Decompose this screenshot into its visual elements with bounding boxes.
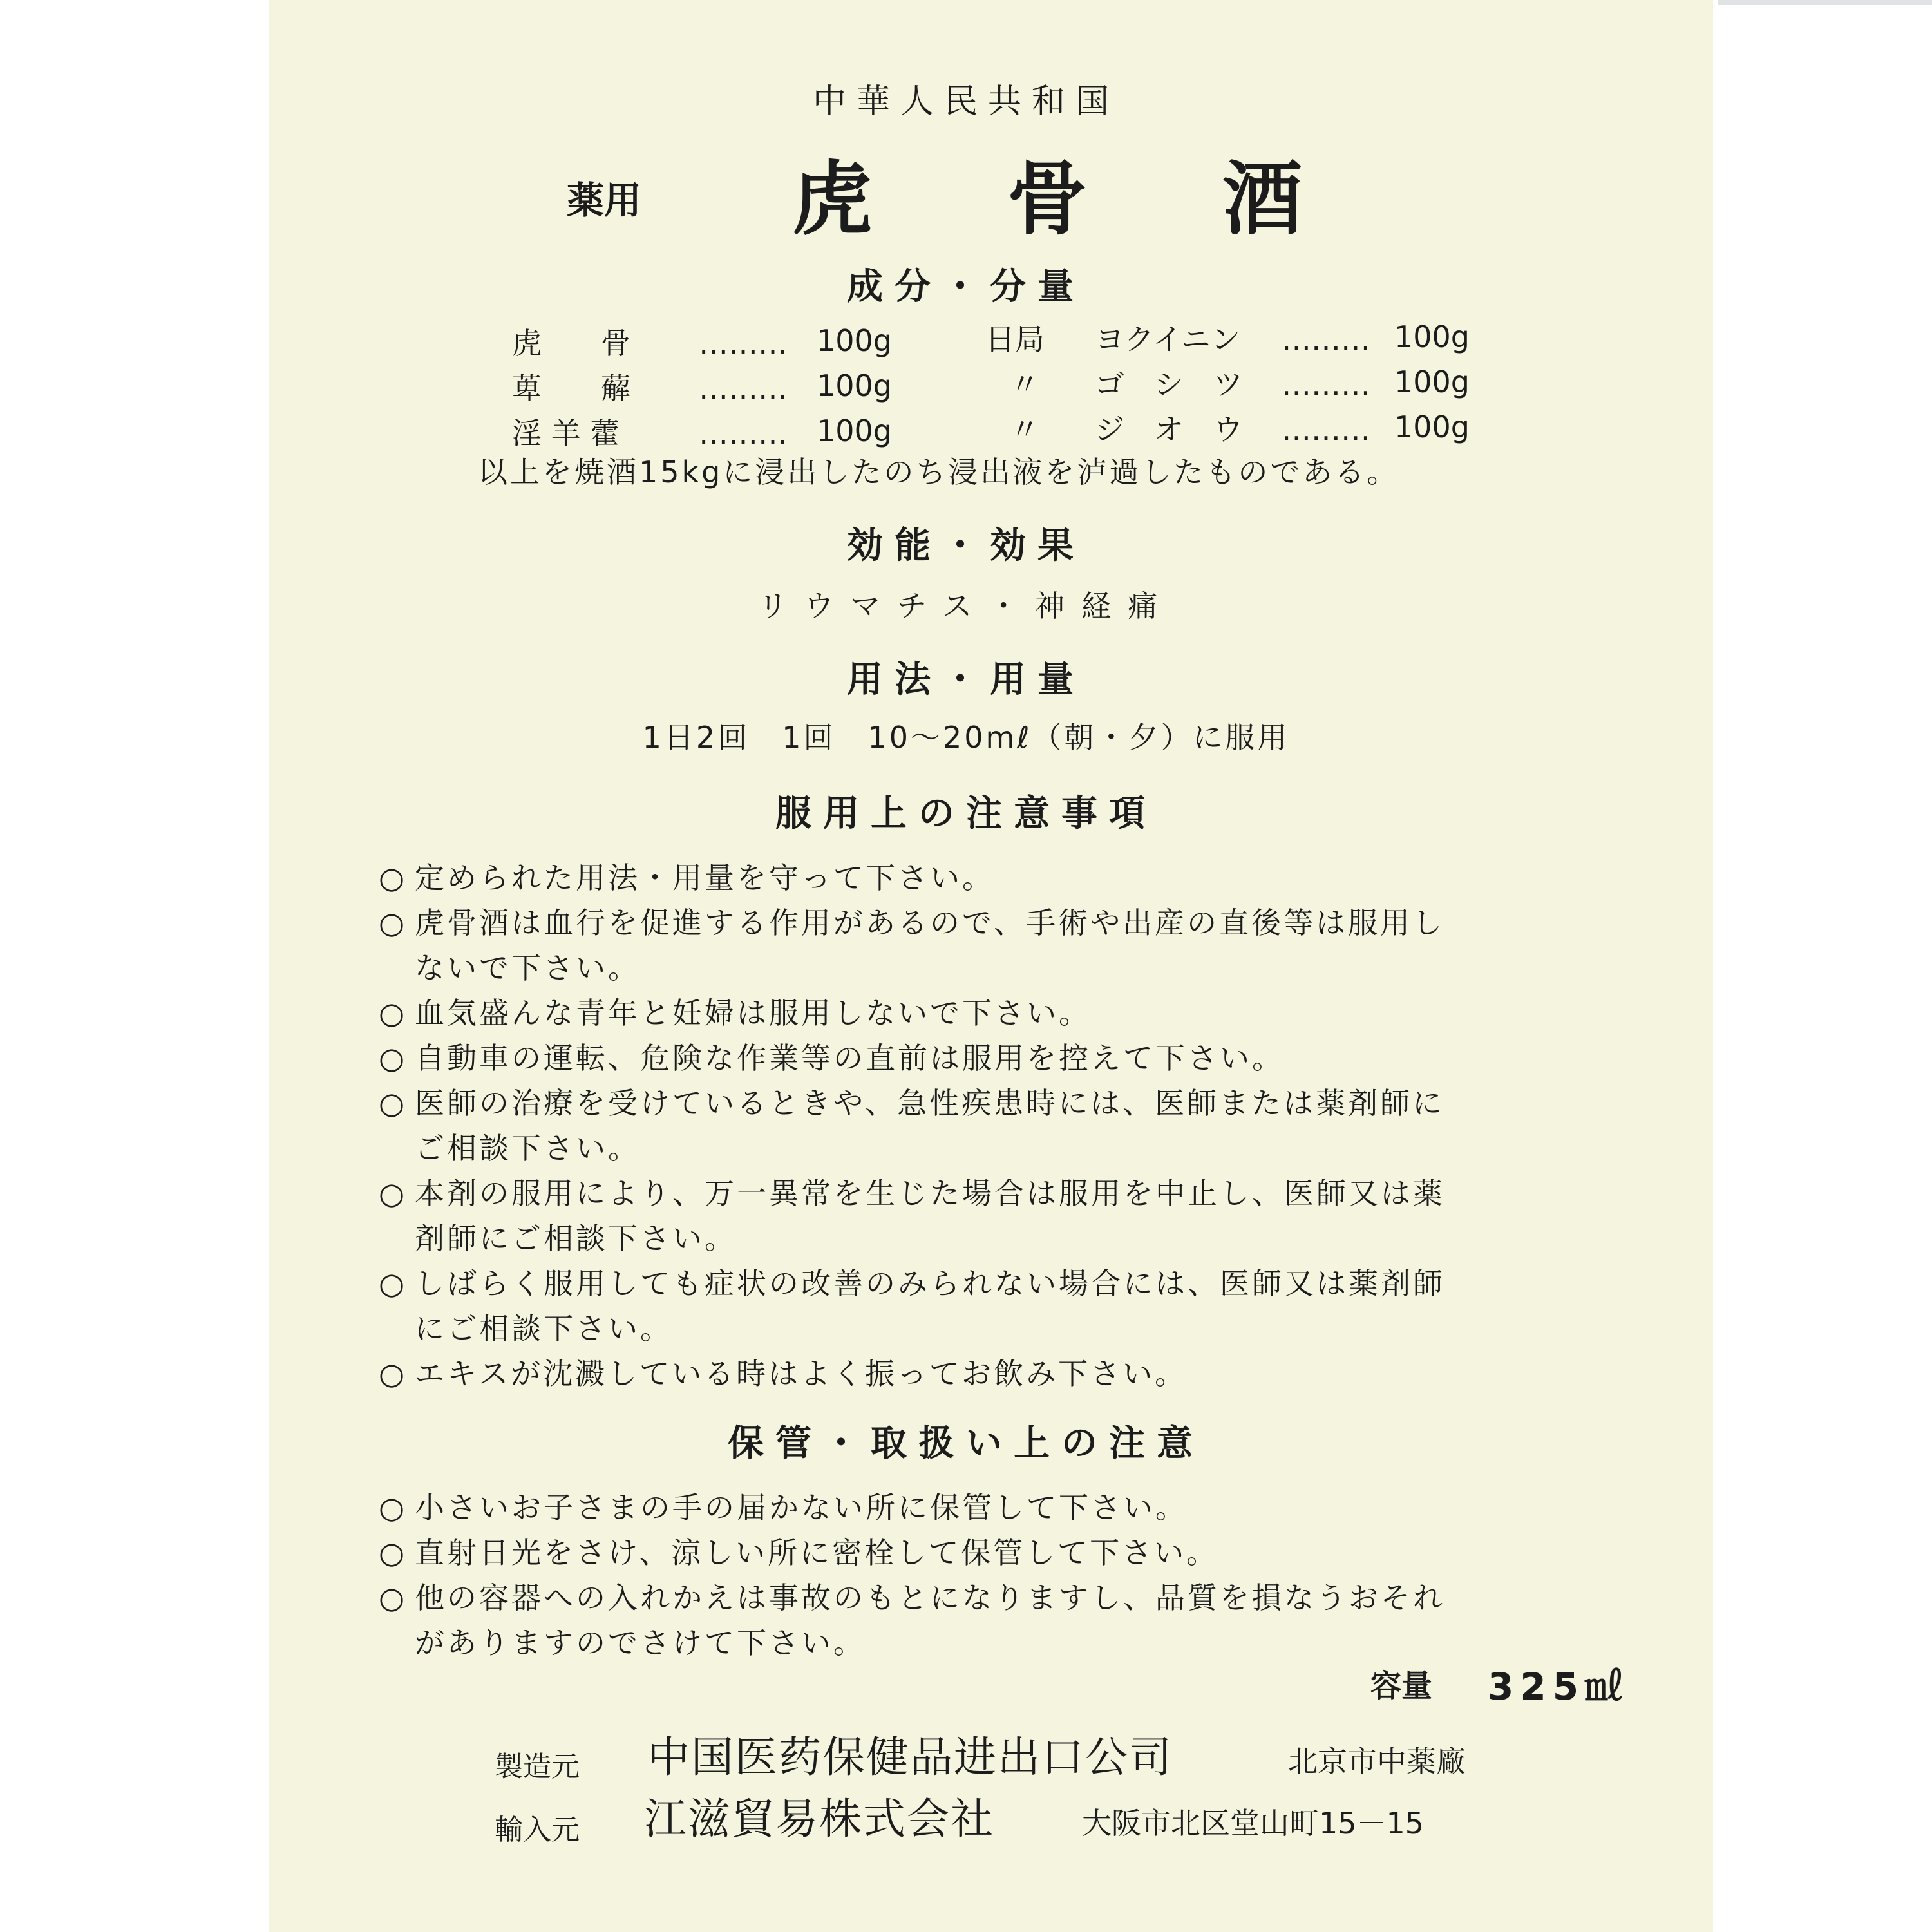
ingredient-name: ジ オ ウ xyxy=(1095,412,1243,447)
manufacturer-role: 製造元 xyxy=(495,1750,580,1783)
storage-item: ○ 他の容器への入れかえは事故のもとになりますし、品質を損なうおそれ がありますのでさけて下さい。 xyxy=(379,1580,1445,1660)
extraction-note: 以上を焼酒15kgに浸出したのち浸出液を泸過したものである。 xyxy=(478,455,1399,489)
precaution-item: ○ しばらく服用しても症状の改善のみられない場合には、医師又は薬剤師 にご相談下さい。 xyxy=(379,1266,1445,1346)
ingredient-leader: ……… xyxy=(699,371,788,406)
efficacy-text: リウマチス・神経痛 xyxy=(757,589,1175,623)
efficacy-heading: 効能・効果 xyxy=(847,525,1085,567)
capacity-value: 325㎖ xyxy=(1488,1665,1629,1709)
precaution-item: ○ 定められた用法・用量を守って下さい。 xyxy=(379,860,994,895)
importer-name: 江滋貿易株式会社 xyxy=(644,1794,994,1844)
precautions-heading: 服用上の注意事項 xyxy=(775,793,1157,835)
ingredient-leader: ……… xyxy=(1282,412,1370,447)
precaution-item: ○ 血気盛んな青年と妊婦は服用しないで下さい。 xyxy=(379,996,1091,1030)
ingredient-amount: 100g xyxy=(1394,319,1470,354)
ingredient-name: ヨクイニン xyxy=(1095,322,1240,357)
background-edge xyxy=(1718,0,1932,5)
ingredient-leader: ……… xyxy=(1282,367,1370,402)
precaution-item: ○ 自動車の運転、危険な作業等の直前は服用を控えて下さい。 xyxy=(379,1041,1284,1075)
ingredient-name: 淫 羊 藿 xyxy=(512,416,620,451)
ingredient-amount: 100g xyxy=(817,368,892,403)
country-name: 中華人民共和国 xyxy=(812,82,1119,121)
manufacturer-name: 中国医药保健品进出口公司 xyxy=(647,1732,1173,1782)
storage-heading: 保管・取扱い上の注意 xyxy=(728,1423,1204,1464)
ingredient-name: 萆 薢 xyxy=(512,371,630,406)
usage-label: 薬用 xyxy=(567,178,642,222)
dosage-text: 1日2回 1回 10〜20mℓ（朝・夕）に服用 xyxy=(642,720,1290,755)
product-title: 虎骨酒 xyxy=(792,153,1438,246)
ingredient-leader: ……… xyxy=(1282,322,1370,357)
ingredient-amount: 100g xyxy=(817,413,892,448)
ingredients-heading: 成分・分量 xyxy=(847,266,1085,308)
importer-role: 輸入元 xyxy=(495,1814,580,1846)
precaution-item: ○ エキスが沈澱している時はよく振ってお飲み下さい。 xyxy=(379,1356,1188,1391)
ingredient-amount: 100g xyxy=(817,323,892,358)
importer-address: 大阪市北区堂山町15－15 xyxy=(1082,1806,1425,1841)
precaution-item: ○ 虎骨酒は血行を促進する作用があるので、手術や出産の直後等は服用し ないで下さい。 xyxy=(379,905,1445,985)
ingredient-prefix: 日局 xyxy=(985,322,1045,357)
ingredient-leader: ……… xyxy=(699,326,788,361)
manufacturer-address: 北京市中薬廠 xyxy=(1288,1744,1466,1779)
ingredient-name: ゴ シ ツ xyxy=(1095,367,1243,402)
dosage-heading: 用法・用量 xyxy=(847,659,1085,701)
precaution-item: ○ 医師の治療を受けているときや、急性疾患時には、医師または薬剤師に ご相談下さい。 xyxy=(379,1086,1445,1166)
ingredient-name: 虎 骨 xyxy=(512,326,630,361)
capacity-label: 容量 xyxy=(1370,1668,1433,1704)
ingredient-amount: 100g xyxy=(1394,410,1470,444)
ingredient-leader: ……… xyxy=(699,416,788,451)
storage-item: ○ 小さいお子さまの手の届かない所に保管して下さい。 xyxy=(379,1490,1188,1525)
storage-item: ○ 直射日光をさけ、涼しい所に密栓して保管して下さい。 xyxy=(379,1535,1219,1570)
ingredient-prefix: 〃 xyxy=(1010,412,1039,447)
ingredient-prefix: 〃 xyxy=(1010,367,1039,402)
ingredient-amount: 100g xyxy=(1394,365,1470,399)
precaution-item: ○ 本剤の服用により、万一異常を生じた場合は服用を中止し、医師又は薬 剤師にご相談下さい。 xyxy=(379,1176,1445,1256)
